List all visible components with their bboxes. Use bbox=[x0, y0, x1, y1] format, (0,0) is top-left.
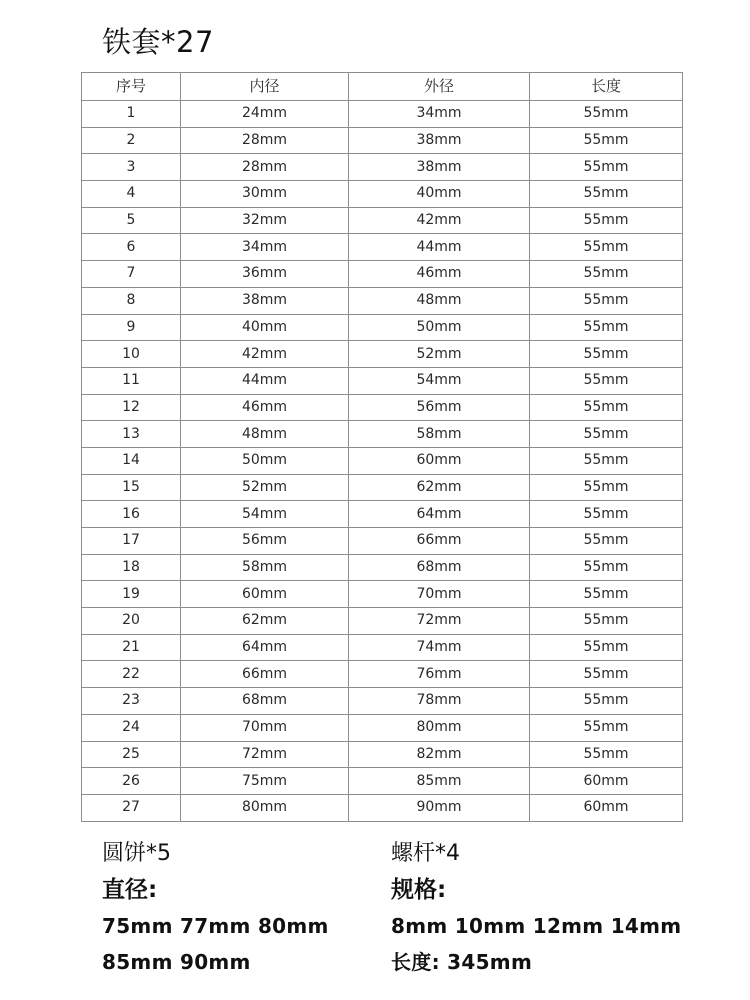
cell-outer-diameter: 54mm bbox=[349, 367, 530, 394]
column-header-outer-diameter: 外径 bbox=[349, 73, 530, 101]
cell-index: 15 bbox=[82, 474, 181, 501]
cell-inner-diameter: 38mm bbox=[181, 287, 349, 314]
cell-outer-diameter: 82mm bbox=[349, 741, 530, 768]
table-row bbox=[82, 207, 683, 234]
cell-length: 55mm bbox=[530, 421, 683, 448]
cell-index: 1 bbox=[82, 101, 181, 128]
cell-outer-diameter: 66mm bbox=[349, 528, 530, 555]
cell-index: 25 bbox=[82, 741, 181, 768]
cell-length: 55mm bbox=[530, 154, 683, 181]
screw-spec-values: 8mm 10mm 12mm 14mm bbox=[391, 914, 682, 938]
table-row bbox=[82, 794, 683, 821]
screw-heading: 螺杆*4 bbox=[391, 841, 460, 866]
table-row bbox=[82, 768, 683, 795]
table-header-row bbox=[82, 73, 683, 101]
cell-length: 55mm bbox=[530, 207, 683, 234]
cell-outer-diameter: 85mm bbox=[349, 768, 530, 795]
cell-inner-diameter: 36mm bbox=[181, 261, 349, 288]
cell-length: 55mm bbox=[530, 661, 683, 688]
table-row bbox=[82, 101, 683, 128]
table-row bbox=[82, 501, 683, 528]
table-row bbox=[82, 181, 683, 208]
table-row bbox=[82, 528, 683, 555]
cell-inner-diameter: 58mm bbox=[181, 554, 349, 581]
table-row bbox=[82, 367, 683, 394]
table-row bbox=[82, 634, 683, 661]
cell-outer-diameter: 34mm bbox=[349, 101, 530, 128]
cell-length: 55mm bbox=[530, 394, 683, 421]
cell-inner-diameter: 56mm bbox=[181, 528, 349, 555]
cell-index: 9 bbox=[82, 314, 181, 341]
cell-inner-diameter: 28mm bbox=[181, 127, 349, 154]
disc-info-block bbox=[102, 836, 329, 980]
table-row bbox=[82, 234, 683, 261]
table-row bbox=[82, 581, 683, 608]
table-row bbox=[82, 661, 683, 688]
cell-index: 16 bbox=[82, 501, 181, 528]
table-row bbox=[82, 688, 683, 715]
cell-outer-diameter: 50mm bbox=[349, 314, 530, 341]
cell-inner-diameter: 66mm bbox=[181, 661, 349, 688]
cell-length: 55mm bbox=[530, 528, 683, 555]
disc-heading: 圆饼*5 bbox=[102, 841, 171, 866]
cell-length: 55mm bbox=[530, 447, 683, 474]
cell-index: 11 bbox=[82, 367, 181, 394]
cell-inner-diameter: 68mm bbox=[181, 688, 349, 715]
screw-info-block bbox=[391, 836, 681, 980]
disc-diameter-values-line2: 85mm 90mm bbox=[102, 950, 251, 974]
cell-outer-diameter: 42mm bbox=[349, 207, 530, 234]
cell-inner-diameter: 28mm bbox=[181, 154, 349, 181]
cell-outer-diameter: 48mm bbox=[349, 287, 530, 314]
cell-outer-diameter: 76mm bbox=[349, 661, 530, 688]
cell-length: 55mm bbox=[530, 367, 683, 394]
cell-index: 23 bbox=[82, 688, 181, 715]
disc-diameter-label: 直径: bbox=[102, 877, 158, 903]
table-row bbox=[82, 154, 683, 181]
cell-length: 55mm bbox=[530, 127, 683, 154]
cell-length: 55mm bbox=[530, 181, 683, 208]
cell-length: 55mm bbox=[530, 554, 683, 581]
cell-index: 2 bbox=[82, 127, 181, 154]
column-header-inner-diameter: 内径 bbox=[181, 73, 349, 101]
cell-outer-diameter: 52mm bbox=[349, 341, 530, 368]
cell-length: 60mm bbox=[530, 768, 683, 795]
cell-outer-diameter: 58mm bbox=[349, 421, 530, 448]
cell-index: 26 bbox=[82, 768, 181, 795]
cell-outer-diameter: 74mm bbox=[349, 634, 530, 661]
cell-index: 8 bbox=[82, 287, 181, 314]
cell-outer-diameter: 60mm bbox=[349, 447, 530, 474]
screw-spec-label: 规格: bbox=[391, 877, 447, 903]
cell-inner-diameter: 80mm bbox=[181, 794, 349, 821]
cell-inner-diameter: 52mm bbox=[181, 474, 349, 501]
cell-index: 21 bbox=[82, 634, 181, 661]
cell-inner-diameter: 70mm bbox=[181, 714, 349, 741]
cell-length: 55mm bbox=[530, 714, 683, 741]
cell-index: 13 bbox=[82, 421, 181, 448]
cell-outer-diameter: 68mm bbox=[349, 554, 530, 581]
cell-index: 22 bbox=[82, 661, 181, 688]
cell-index: 5 bbox=[82, 207, 181, 234]
cell-inner-diameter: 30mm bbox=[181, 181, 349, 208]
page-title: 铁套*27 bbox=[102, 25, 214, 59]
cell-outer-diameter: 78mm bbox=[349, 688, 530, 715]
cell-inner-diameter: 75mm bbox=[181, 768, 349, 795]
cell-index: 17 bbox=[82, 528, 181, 555]
column-header-index: 序号 bbox=[82, 73, 181, 101]
cell-inner-diameter: 64mm bbox=[181, 634, 349, 661]
cell-inner-diameter: 24mm bbox=[181, 101, 349, 128]
table-row bbox=[82, 714, 683, 741]
table-row bbox=[82, 341, 683, 368]
cell-outer-diameter: 72mm bbox=[349, 608, 530, 635]
cell-inner-diameter: 50mm bbox=[181, 447, 349, 474]
cell-outer-diameter: 90mm bbox=[349, 794, 530, 821]
cell-index: 3 bbox=[82, 154, 181, 181]
cell-length: 55mm bbox=[530, 501, 683, 528]
column-header-length: 长度 bbox=[530, 73, 683, 101]
table-row bbox=[82, 421, 683, 448]
cell-inner-diameter: 32mm bbox=[181, 207, 349, 234]
cell-inner-diameter: 46mm bbox=[181, 394, 349, 421]
table-row bbox=[82, 608, 683, 635]
cell-inner-diameter: 44mm bbox=[181, 367, 349, 394]
cell-inner-diameter: 72mm bbox=[181, 741, 349, 768]
cell-outer-diameter: 46mm bbox=[349, 261, 530, 288]
cell-outer-diameter: 44mm bbox=[349, 234, 530, 261]
table-body bbox=[82, 101, 683, 822]
table-row bbox=[82, 127, 683, 154]
cell-index: 24 bbox=[82, 714, 181, 741]
cell-index: 12 bbox=[82, 394, 181, 421]
cell-index: 18 bbox=[82, 554, 181, 581]
cell-index: 20 bbox=[82, 608, 181, 635]
cell-outer-diameter: 62mm bbox=[349, 474, 530, 501]
cell-index: 19 bbox=[82, 581, 181, 608]
table-row bbox=[82, 474, 683, 501]
cell-length: 55mm bbox=[530, 474, 683, 501]
cell-outer-diameter: 38mm bbox=[349, 154, 530, 181]
cell-length: 55mm bbox=[530, 234, 683, 261]
table-row bbox=[82, 741, 683, 768]
table-row bbox=[82, 261, 683, 288]
cell-length: 55mm bbox=[530, 581, 683, 608]
cell-index: 6 bbox=[82, 234, 181, 261]
cell-inner-diameter: 62mm bbox=[181, 608, 349, 635]
cell-outer-diameter: 70mm bbox=[349, 581, 530, 608]
cell-length: 55mm bbox=[530, 261, 683, 288]
cell-outer-diameter: 38mm bbox=[349, 127, 530, 154]
cell-inner-diameter: 40mm bbox=[181, 314, 349, 341]
table-row bbox=[82, 287, 683, 314]
cell-inner-diameter: 54mm bbox=[181, 501, 349, 528]
cell-inner-diameter: 34mm bbox=[181, 234, 349, 261]
cell-inner-diameter: 48mm bbox=[181, 421, 349, 448]
cell-index: 14 bbox=[82, 447, 181, 474]
disc-diameter-values-line1: 75mm 77mm 80mm bbox=[102, 914, 329, 938]
screw-length: 长度: 345mm bbox=[391, 950, 533, 974]
cell-index: 27 bbox=[82, 794, 181, 821]
cell-length: 55mm bbox=[530, 341, 683, 368]
cell-inner-diameter: 42mm bbox=[181, 341, 349, 368]
cell-length: 55mm bbox=[530, 314, 683, 341]
table-row bbox=[82, 554, 683, 581]
cell-outer-diameter: 64mm bbox=[349, 501, 530, 528]
table-row bbox=[82, 314, 683, 341]
cell-length: 60mm bbox=[530, 794, 683, 821]
cell-length: 55mm bbox=[530, 287, 683, 314]
cell-outer-diameter: 40mm bbox=[349, 181, 530, 208]
cell-length: 55mm bbox=[530, 688, 683, 715]
cell-outer-diameter: 56mm bbox=[349, 394, 530, 421]
cell-length: 55mm bbox=[530, 608, 683, 635]
cell-inner-diameter: 60mm bbox=[181, 581, 349, 608]
table-row bbox=[82, 447, 683, 474]
cell-outer-diameter: 80mm bbox=[349, 714, 530, 741]
cell-index: 10 bbox=[82, 341, 181, 368]
cell-index: 4 bbox=[82, 181, 181, 208]
cell-length: 55mm bbox=[530, 634, 683, 661]
table-row bbox=[82, 394, 683, 421]
cell-index: 7 bbox=[82, 261, 181, 288]
sleeve-spec-table bbox=[81, 72, 683, 822]
cell-length: 55mm bbox=[530, 101, 683, 128]
cell-length: 55mm bbox=[530, 741, 683, 768]
